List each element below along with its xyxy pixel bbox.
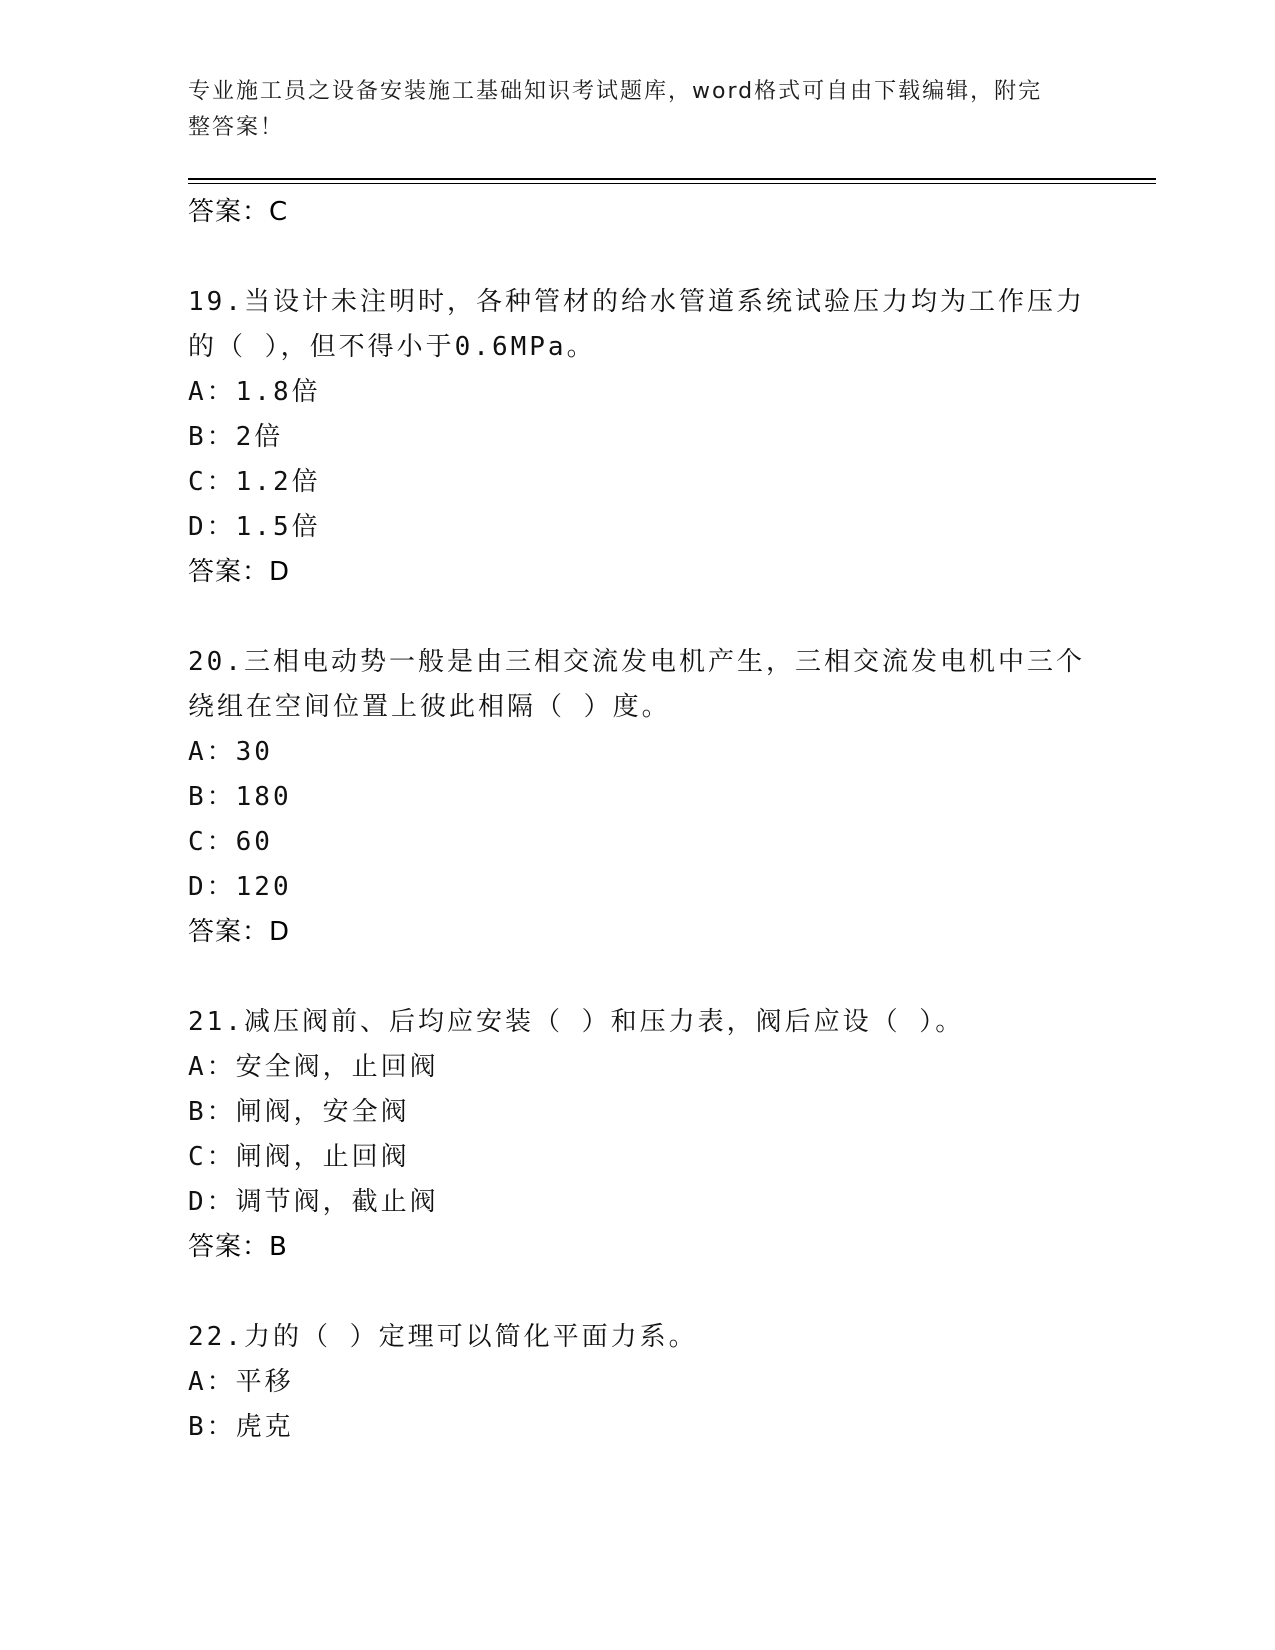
- option-a: A：平移: [188, 1367, 294, 1397]
- answer: 答案：B: [188, 1232, 288, 1262]
- option-a: A：1.8倍: [188, 377, 321, 407]
- option-d: D：1.5倍: [188, 512, 321, 542]
- option-b: B：180: [188, 782, 292, 812]
- option-a: A：30: [188, 737, 273, 767]
- answer-previous: 答案：C: [188, 197, 289, 227]
- question-list: [188, 190, 1088, 1450]
- question-text: [188, 1315, 1088, 1360]
- option-c: C：1.2倍: [188, 467, 321, 497]
- header-line-2: 整答案！: [188, 115, 285, 140]
- question-line: 19.当设计未注明时，各种管材的给水管道系统试验压力均为工作压力: [188, 287, 1085, 317]
- question-22: [188, 1315, 1088, 1450]
- option-c: C：60: [188, 827, 273, 857]
- option-d: D：调节阀，截止阀: [188, 1187, 439, 1217]
- question-21: [188, 1000, 1088, 1269]
- option-a: A：安全阀，止回阀: [188, 1052, 439, 1082]
- answer: 答案：D: [188, 917, 291, 947]
- option-b: B：虎克: [188, 1412, 294, 1442]
- answer: 答案：D: [188, 557, 291, 587]
- question-text: [188, 1000, 1088, 1045]
- option-d: D：120: [188, 872, 292, 902]
- question-line: 20.三相电动势一般是由三相交流发电机产生，三相交流发电机中三个: [188, 647, 1085, 677]
- question-19: [188, 280, 1088, 594]
- question-line: 21.减压阀前、后均应安装（ ）和压力表，阀后应设（ ）。: [188, 1007, 965, 1037]
- option-b: B：2倍: [188, 422, 284, 452]
- document-header: [188, 74, 1068, 146]
- header-divider-thick: [188, 178, 1156, 180]
- question-text: [188, 280, 1088, 370]
- option-b: B：闸阀，安全阀: [188, 1097, 410, 1127]
- question-20: [188, 640, 1088, 954]
- header-divider-thin: [188, 183, 1156, 184]
- question-text: [188, 640, 1088, 730]
- question-line: 的（ ），但不得小于0.6MPa。: [188, 332, 596, 362]
- question-line: 22.力的（ ）定理可以简化平面力系。: [188, 1322, 698, 1352]
- option-c: C：闸阀，止回阀: [188, 1142, 410, 1172]
- header-line-1: 专业施工员之设备安装施工基础知识考试题库，word格式可自由下载编辑，附完: [188, 79, 1043, 104]
- question-line: 绕组在空间位置上彼此相隔（ ）度。: [188, 692, 671, 722]
